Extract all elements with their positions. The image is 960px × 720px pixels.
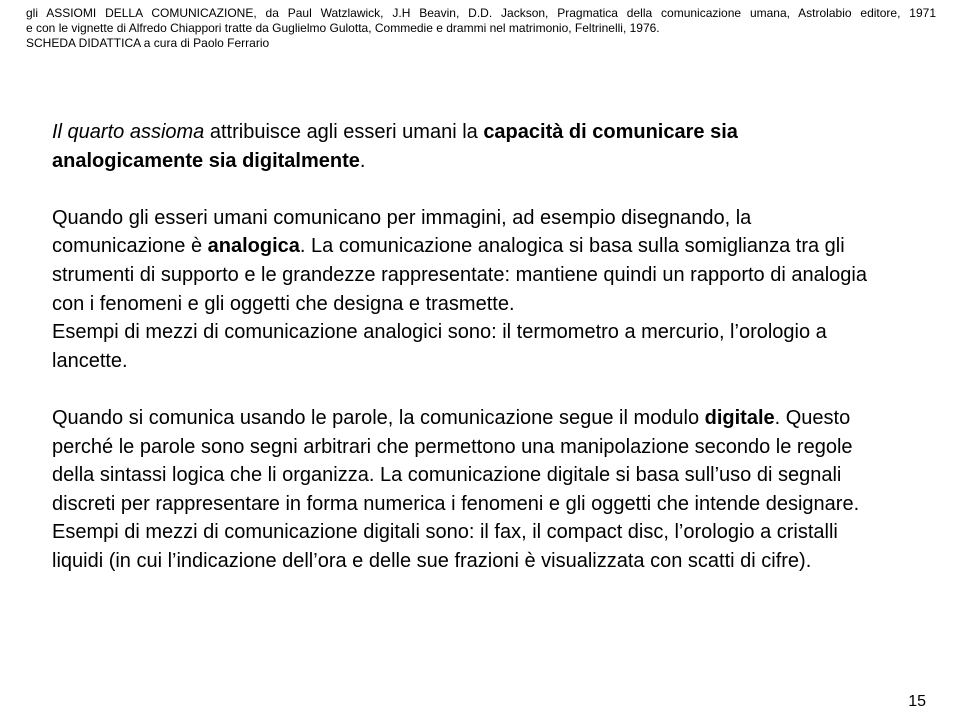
paragraph-fourth-axiom — [52, 118, 882, 175]
paragraph-spacer — [52, 375, 882, 404]
paragraph-spacer — [52, 175, 882, 204]
header-credit: SCHEDA DIDATTICA a cura di Paolo Ferrario — [26, 36, 270, 50]
paragraph-text: . — [359, 149, 366, 172]
emphasis-text: analogica — [207, 235, 300, 258]
emphasis-text: digitale — [704, 406, 775, 429]
paragraph-text: Quando si comunica usando le parole, la comunicazione segue il modulo — [52, 406, 705, 429]
emphasis-text: capacità di comunicare sia analogicamente sia digitalmente — [52, 121, 738, 172]
axiom-title: Il quarto assioma — [52, 121, 205, 143]
paragraph-text: . La comunicazione analogica si basa sulla somiglianza tra gli strumenti di supporto e le grandezze rappresentate: mantiene quindi un rapporto di analogia con i fenomeni e gli oggetti che designa e trasmette. — [52, 235, 867, 315]
paragraph-text: attribuisce agli esseri umani la — [204, 121, 484, 143]
header-citation-line-2: e con le vignette di Alfredo Chiappori tratte da Guglielmo Gulotta, Commedie e drammi nel matrimonio, Feltrinelli, 1976. — [26, 21, 660, 35]
slide-header — [26, 6, 936, 51]
paragraph-text: . Questo perché le parole sono segni arbitrari che permettono una manipolazione secondo le regole della sintassi logica che li organizza. La comunicazione digitale si basa sull’uso di segnali discreti per rappresentare in forma numerica i fenomeni e gli oggetti che intende designare. — [52, 406, 860, 515]
paragraph-text: Quando gli esseri umani comunicano per immagini, ad esempio disegnando, la comunicazione è — [52, 206, 752, 258]
paragraph-analog-examples: Esempi di mezzi di comunicazione analogici sono: il termometro a mercurio, l’orologio a lancette. — [52, 321, 827, 372]
paragraph-analog — [52, 204, 882, 318]
paragraph-digital — [52, 404, 882, 518]
slide-body — [52, 118, 882, 576]
header-citation-line-1: gli ASSIOMI DELLA COMUNICAZIONE, da Paul Watzlawick, J.H Beavin, D.D. Jackson, Pragmatica della comunicazione umana, Astrolabio editore, 1971 — [26, 6, 936, 20]
paragraph-digital-examples: Esempi di mezzi di comunicazione digitali sono: il fax, il compact disc, l’orologio a cristalli liquidi (in cui l’indicazione dell’ora e delle sue frazioni è visualizzata con scatti di cifre). — [52, 521, 838, 572]
page-number: 15 — [908, 693, 926, 710]
